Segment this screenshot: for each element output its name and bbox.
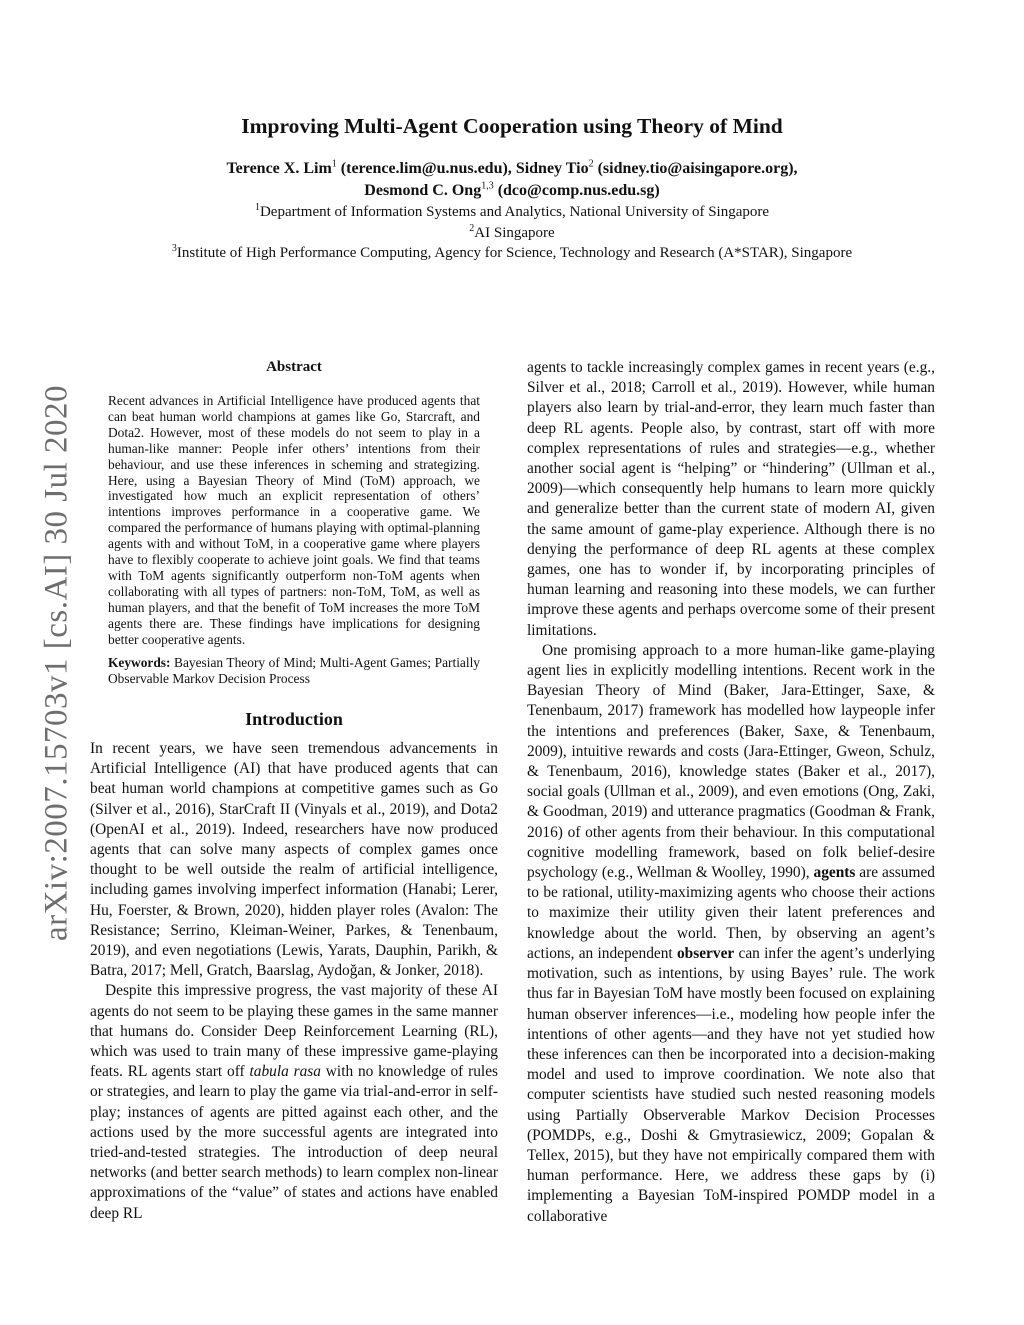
paragraph: In recent years, we have seen tremendous advancements in Artificial Intelligence (AI) that have produced agents that can beat human world champions at competitive games such as Go (Silver et al., 2016), StarCraft II (Vinyals et al., 2019), and Dota2 (OpenAI et al., 2019). Indeed, researchers have now produced agents that can solve many aspects of complex games once thought to be well outside the realm of artificial intelligence, including games involving imperfect information (Hanabi; Lerer, Hu, Foerster, & Brown, 2020), hidden player roles (Avalon: The Resistance; Serrino, Kleiman-Weiner, Parkes, & Tenenbaum, 2019), and even negotiations (Lewis, Yarats, Dauphin, Parikh, & Batra, 2017; Mell, Gratch, Baarslag, Aydoğan, & Jonker, 2018). [90, 740, 498, 980]
abstract-heading: Abstract [266, 359, 322, 375]
text-run: One promising approach to a more human-like game-playing agent lies in explicitly modelling intentions. Recent work in the Bayesian Theory of Mind (Baker, Jara-Ettinger, Saxe, & Tenenbaum, 2017) framework has modelled how laypeople infer the intentions and preferences (Baker, Saxe, & Tenenbaum, 2009), intuitive rewards and costs (Jara-Ettinger, Gweon, Schulz, & Tenenbaum, 2016), knowledge states (Baker et al., 2017), social goals (Ullman et al., 2009), and even emotions (Ong, Zaki, & Goodman, 2019) and utterance pragmatics (Goodman & Frank, 2016) of other agents from their behaviour. In this computational cognitive modelling framework, based on folk belief-desire psychology (e.g., Wellman & Woolley, 1990), [527, 641, 935, 882]
affiliation [0, 202, 1024, 223]
keywords-label: Keywords: [108, 655, 171, 670]
affiliation [0, 223, 1024, 244]
author-name: Terence X. Lim [226, 160, 332, 177]
affil-text: Department of Information Systems and Analytics, National University of Singapore [259, 204, 770, 220]
author-email: (terence.lim@u.nus.edu), [336, 160, 516, 177]
author-email: (dco@comp.nus.edu.sg) [493, 182, 660, 199]
text-run: Despite this impressive progress, the vast majority of these AI agents do not seem to be playing these games in the same manner that humans do. Consider Deep Reinforcement Learning (RL), which was used to train many of these impressive game-playing feats. RL agents start off [90, 982, 498, 1081]
text-run: can infer the agent’s underlying motivation, such as intentions, by using Bayes’ rule. The work thus far in Bayesian ToM have mostly been focused on explaining human observer inferences—i.e., modeling how people infer the intentions of other agents—and they have not yet studied how these inferences can then be incorporated into a decision-making model and used to improve coordination. We note also that computer scientists have studied such nested reasoning models using Partially Observerable Markov Decision Processes (POMDPs, e.g., Doshi & Gmytrasiewicz, 2009; Gopalan & Tellex, 2015), but they have not empirically compared them with human performance. Here, we address these gaps by (i) implementing a Bayesian ToM-inspired POMDP model in a collaborative [527, 944, 936, 1225]
affil-mark: 1 [254, 202, 260, 213]
author-line-1 [0, 158, 1024, 180]
affil-text: Institute of High Performance Computing, Agency for Science, Technology and Research (A*STAR), Singapore [176, 245, 853, 261]
bold-term: agents [813, 864, 856, 882]
author-name: Desmond C. Ong [364, 182, 482, 199]
paper-title: Improving Multi-Agent Cooperation using Theory of Mind [241, 114, 783, 138]
text-run: with no knowledge of rules or strategies, and learn to play the game via trial-and-error in self-play; instances of agents are pitted against each other, and the actions used by the more successful agents are integrated into tried-and-tested strategies. The introduction of deep neural networks (and better search methods) to learn complex non-linear approximations of the “value” of states and actions have enabled deep RL [90, 1063, 499, 1222]
keywords-text: Bayesian Theory of Mind; Multi-Agent Games; Partially Observable Markov Decision Process [108, 655, 480, 686]
author-name: Sidney Tio [515, 160, 589, 177]
bold-term: observer [676, 944, 735, 962]
right-column [527, 358, 935, 1227]
affiliation-list [0, 202, 1024, 264]
affiliation [0, 243, 1024, 264]
author-affil-mark: 2 [588, 158, 594, 170]
introduction-heading: Introduction [245, 709, 343, 729]
left-column [90, 739, 498, 1224]
arxiv-identifier: arXiv:2007.15703v1 [cs.AI] 30 Jul 2020 [38, 384, 75, 942]
author-affil-mark: 1 [331, 158, 337, 170]
keywords [108, 655, 480, 687]
paragraph [90, 981, 498, 1223]
affil-mark: 3 [171, 243, 177, 254]
italic-term: tabula rasa [249, 1063, 321, 1081]
author-affil-mark: 1,3 [481, 180, 494, 192]
paragraph [527, 641, 935, 1227]
affil-text: AI Singapore [474, 224, 555, 241]
paragraph: agents to tackle increasingly complex games in recent years (e.g., Silver et al., 2018; Carroll et al., 2019). However, while human players also learn by trial-and-error, they learn much faster than deep RL agents. People also, by contrast, start off with more complex representations of rules and strategies—e.g., whether another social agent is “helping” or “hindering” (Ullman et al., 2009)—which consequently help humans to learn more quickly and generalize better than the current state of modern AI, given the same amount of game-play experience. Although there is no denying the performance of deep RL agents at these complex games, one has to wonder if, by incorporating principles of human learning and reasoning into these models, we can further improve these agents and perhaps overcome some of their present limitations. [527, 359, 935, 639]
author-list [0, 158, 1024, 202]
author-email: (sidney.tio@aisingapore.org), [593, 160, 798, 177]
text-run: are assumed to be rational, utility-maximizing agents who choose their actions to maximize their utility given their latent preferences and knowledge about the world. Then, by observing an agent’s actions, an independent [527, 864, 935, 962]
author-line-2 [0, 180, 1024, 202]
abstract-body: Recent advances in Artificial Intelligence have produced agents that can beat human world champions at games like Go, Starcraft, and Dota2. However, most of these models do not seem to play in a human-like manner: People infer others’ intentions from their behaviour, and use these inferences in scheming and strategizing. Here, using a Bayesian Theory of Mind (ToM) approach, we investigated how much an explicit representation of others’ intentions improves performance in a cooperative game. We compared the performance of humans playing with optimal-planning agents with and without ToM, in a cooperative game where players have to flexibly cooperate to achieve joint goals. We find that teams with ToM agents significantly outperform non-ToM agents when collaborating with all types of partners: non-ToM, ToM, as well as human players, and that the benefit of ToM increases the more ToM agents there are. These findings have implications for designing better cooperative agents. [108, 393, 480, 647]
affil-mark: 2 [469, 222, 475, 234]
